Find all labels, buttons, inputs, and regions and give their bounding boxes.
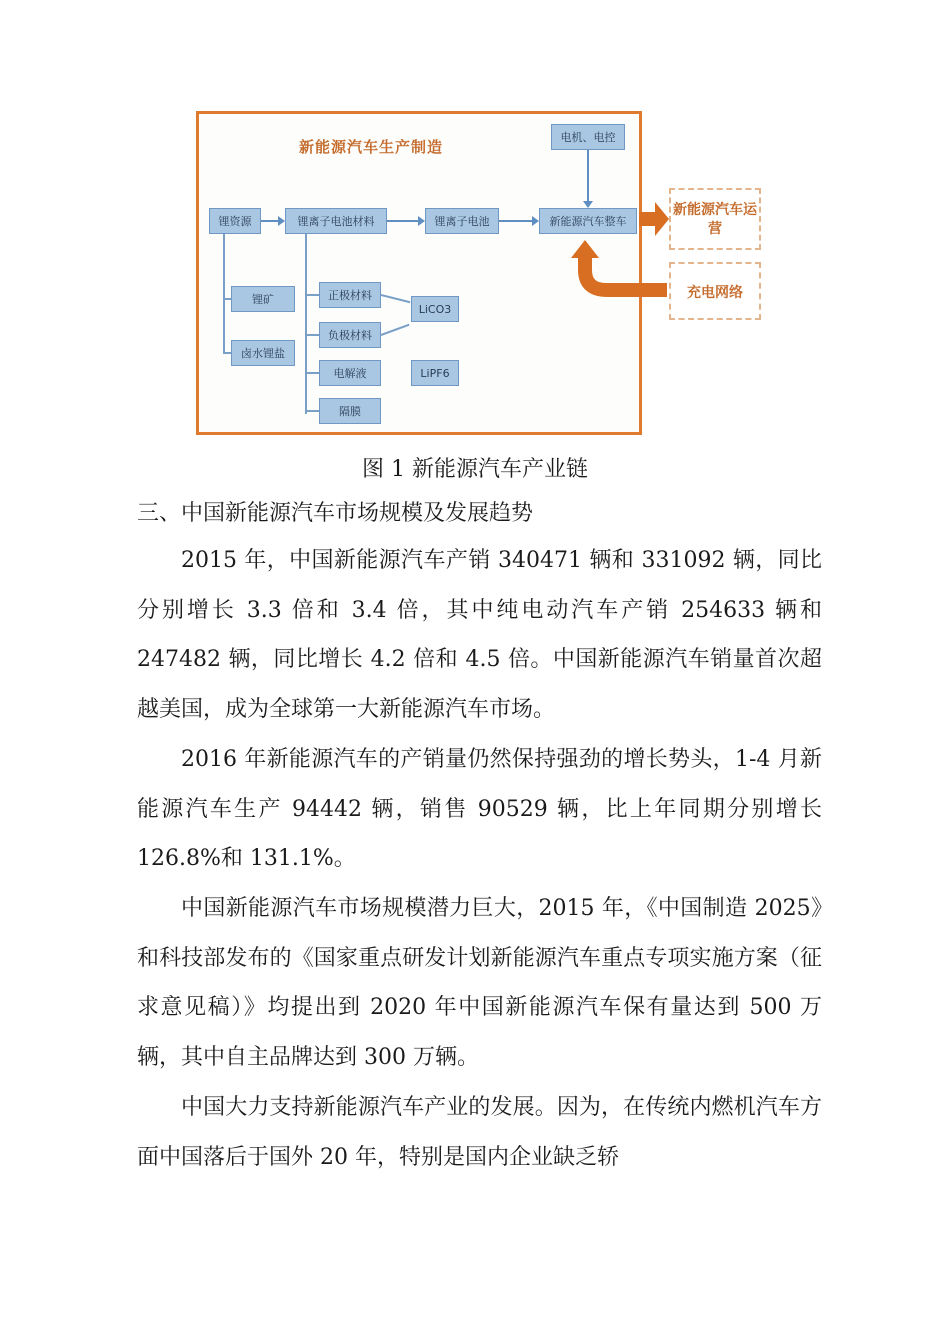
node-vehicle: 新能源汽车整车: [539, 208, 637, 234]
node-charging: 充电网络: [669, 262, 761, 320]
node-lipf6: LiPF6: [411, 360, 459, 386]
node-battery: 锂离子电池: [425, 208, 499, 234]
node-lithium-ore: 锂矿: [231, 286, 295, 312]
paragraph-3: 中国新能源汽车市场规模潜力巨大，2015 年，《中国制造 2025》和科技部发布的《国家重点研发计划新能源汽车重点专项实施方案（征求意见稿）》均提出到 2020 年中国新能源汽车保有量达到 500 万辆，其中自主品牌达到 300 万辆。: [137, 896, 822, 1070]
paragraph-4: 中国大力支持新能源汽车产业的发展。因为，在传统内燃机汽车方面中国落后于国外 20 年，特别是国内企业缺乏轿: [137, 1095, 822, 1170]
section-heading: 三、中国新能源汽车市场规模及发展趋势: [137, 501, 534, 526]
arrow-to-operation: [639, 202, 669, 236]
node-battery-material: 锂离子电池材料: [285, 208, 387, 234]
node-operation: 新能源汽车运营: [669, 188, 761, 250]
paragraph-1: 2015 年，中国新能源汽车产销 340471 辆和 331092 辆，同比分别增长 3.3 倍和 3.4 倍，其中纯电动汽车产销 254633 辆和 247482 辆，同比增长 4.2 倍和 4.5 倍。中国新能源汽车销量首次超越美国，成为全球第一大新能源汽车市场。: [137, 548, 822, 722]
figure-caption: 图 1 新能源汽车产业链: [362, 457, 588, 482]
node-motor: 电机、电控: [551, 124, 625, 150]
frame-title: 新能源汽车生产制造: [299, 138, 444, 156]
arrow-charging-body: [585, 256, 667, 290]
node-separator: 隔膜: [319, 398, 381, 424]
node-electrolyte: 电解液: [319, 360, 381, 386]
paragraph-2: 2016 年新能源汽车的产销量仍然保持强劲的增长势头，1-4 月新能源汽车生产 94442 辆，销售 90529 辆，比上年同期分别增长 126.8%和 131.1%。: [137, 747, 822, 872]
node-lithium-source: 锂资源: [209, 208, 261, 234]
node-licoo3: LiCO3: [411, 296, 459, 322]
node-cathode: 正极材料: [319, 282, 381, 308]
industry-chain-figure: [193, 108, 763, 440]
arrow-charging-head: [571, 240, 599, 258]
node-anode: 负极材料: [319, 322, 381, 348]
node-brine: 卤水锂盐: [231, 340, 295, 366]
